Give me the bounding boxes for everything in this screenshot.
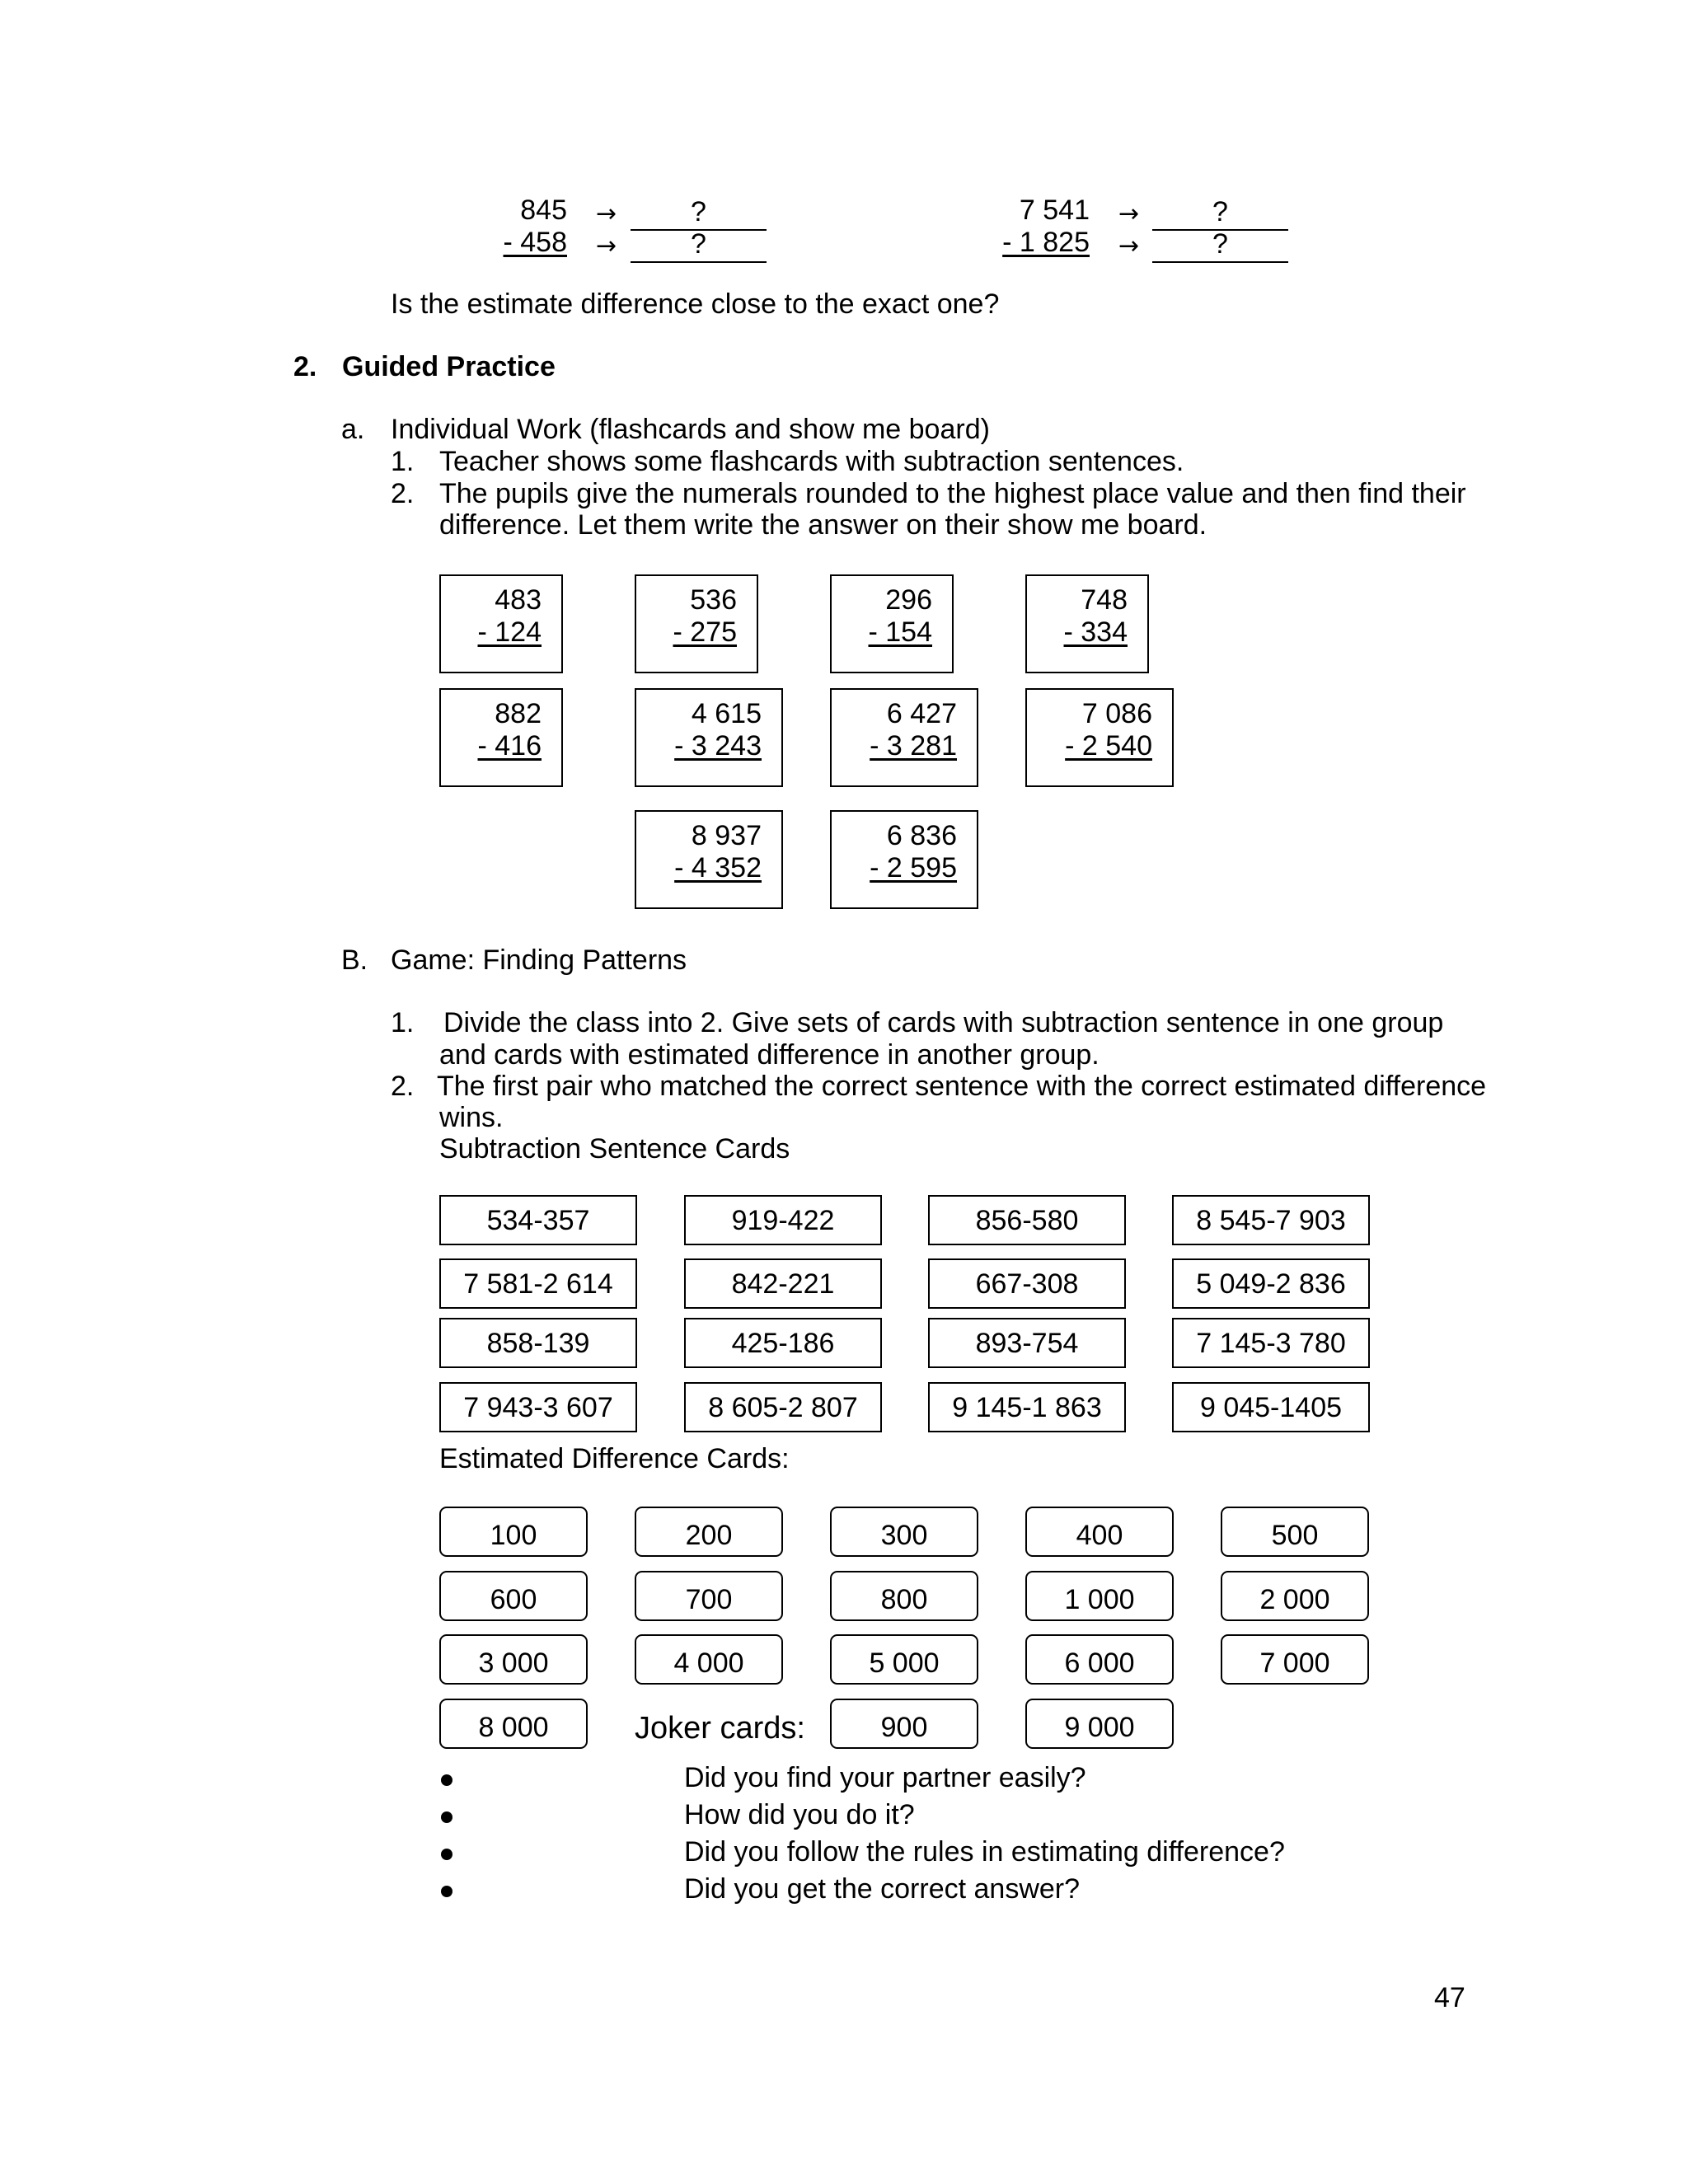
flashcard-top: 4 615 xyxy=(691,698,762,729)
estimate-card: 400 xyxy=(1025,1507,1174,1557)
sentence-card: 7 581-2 614 xyxy=(439,1258,637,1309)
step-text: and cards with estimated difference in another group. xyxy=(439,1039,1100,1071)
reflection-question: Did you find your partner easily? xyxy=(684,1762,1086,1793)
section-number: 2. xyxy=(293,351,317,382)
flashcard xyxy=(635,688,783,787)
step-number: 1. xyxy=(391,1007,415,1038)
bullet-icon xyxy=(441,1849,452,1860)
estimate-card: 700 xyxy=(635,1571,783,1621)
flashcard-bottom: - 124 xyxy=(477,616,542,648)
step-text: difference. Let them write the answer on their show me board. xyxy=(439,509,1207,541)
estimate-card: 6 000 xyxy=(1025,1634,1174,1685)
problem1-minuend: 845 xyxy=(520,194,567,226)
sentence-card: 9 145-1 863 xyxy=(928,1382,1126,1432)
estimate-card: 600 xyxy=(439,1571,588,1621)
answer-blank: ? xyxy=(1152,228,1288,263)
reflection-question: Did you get the correct answer? xyxy=(684,1873,1081,1905)
step-text: Teacher shows some flashcards with subtraction sentences. xyxy=(439,446,1184,477)
answer-blank: ? xyxy=(631,196,767,231)
flashcard-top: 7 086 xyxy=(1081,698,1152,729)
step-number: 1. xyxy=(391,446,415,477)
flashcard-bottom: - 334 xyxy=(1063,616,1128,648)
flashcard xyxy=(1025,688,1174,787)
sentence-card: 7 145-3 780 xyxy=(1172,1318,1370,1368)
step-text: The first pair who matched the correct sentence with the correct estimated difference xyxy=(437,1071,1487,1102)
sentence-card: 8 545-7 903 xyxy=(1172,1195,1370,1245)
sentence-card: 534-357 xyxy=(439,1195,637,1245)
flashcard-bottom: - 2 595 xyxy=(870,852,957,883)
subtraction-cards-label: Subtraction Sentence Cards xyxy=(439,1133,790,1165)
flashcard xyxy=(830,810,978,909)
flashcard-top: 882 xyxy=(495,698,542,729)
sentence-card: 842-221 xyxy=(684,1258,882,1309)
estimate-card: 300 xyxy=(830,1507,978,1557)
problem2-subtrahend: - 1 825 xyxy=(1002,227,1090,258)
sentence-card: 8 605-2 807 xyxy=(684,1382,882,1432)
problem1-subtrahend: - 458 xyxy=(503,227,567,258)
bullet-icon xyxy=(441,1811,452,1823)
sentence-card: 893-754 xyxy=(928,1318,1126,1368)
answer-blank: ? xyxy=(1152,196,1288,231)
step-text: wins. xyxy=(439,1102,504,1133)
flashcard-bottom: - 3 281 xyxy=(870,730,957,762)
estimated-cards-label: Estimated Difference Cards: xyxy=(439,1443,790,1474)
flashcard-bottom: - 4 352 xyxy=(674,852,762,883)
sentence-card: 5 049-2 836 xyxy=(1172,1258,1370,1309)
sentence-card: 9 045-1405 xyxy=(1172,1382,1370,1432)
bullet-icon xyxy=(441,1886,452,1897)
sentence-card: 856-580 xyxy=(928,1195,1126,1245)
estimate-card: 200 xyxy=(635,1507,783,1557)
estimate-card: 800 xyxy=(830,1571,978,1621)
estimate-card: 4 000 xyxy=(635,1634,783,1685)
flashcard-bottom: - 154 xyxy=(868,616,932,648)
estimate-card: 7 000 xyxy=(1221,1634,1369,1685)
flashcard xyxy=(439,688,563,787)
subsection-title: Individual Work (flashcards and show me board) xyxy=(391,414,990,445)
reflection-question: Did you follow the rules in estimating difference? xyxy=(684,1836,1285,1868)
sentence-card: 425-186 xyxy=(684,1318,882,1368)
flashcard-bottom: - 3 243 xyxy=(674,730,762,762)
arrow-icon: → xyxy=(596,199,617,228)
step-number: 2. xyxy=(391,1071,415,1102)
joker-card: 9 000 xyxy=(1025,1699,1174,1749)
subsection-letter: B. xyxy=(341,944,368,976)
sentence-card: 7 943-3 607 xyxy=(439,1382,637,1432)
estimate-question: Is the estimate difference close to the exact one? xyxy=(391,288,1000,320)
flashcard-top: 6 836 xyxy=(886,820,957,851)
flashcard xyxy=(1025,574,1149,673)
section-title: Guided Practice xyxy=(342,351,556,382)
flashcard xyxy=(830,688,978,787)
estimate-card: 8 000 xyxy=(439,1699,588,1749)
arrow-icon: → xyxy=(1118,232,1140,260)
subsection-title: Game: Finding Patterns xyxy=(391,944,687,976)
step-text: Divide the class into 2. Give sets of cards with subtraction sentence in one group xyxy=(443,1007,1444,1038)
estimate-card: 5 000 xyxy=(830,1634,978,1685)
flashcard xyxy=(635,574,758,673)
joker-card: 900 xyxy=(830,1699,978,1749)
flashcard-bottom: - 416 xyxy=(477,730,542,762)
flashcard-top: 536 xyxy=(690,584,737,616)
flashcard-top: 8 937 xyxy=(691,820,762,851)
flashcard xyxy=(635,810,783,909)
problem2-minuend: 7 541 xyxy=(1019,194,1090,226)
arrow-icon: → xyxy=(1118,199,1140,228)
estimate-card: 100 xyxy=(439,1507,588,1557)
flashcard xyxy=(830,574,954,673)
flashcard-top: 296 xyxy=(885,584,932,616)
flashcard xyxy=(439,574,563,673)
page-number: 47 xyxy=(1434,1982,1465,2013)
flashcard-top: 6 427 xyxy=(886,698,957,729)
flashcard-bottom: - 275 xyxy=(673,616,737,648)
step-number: 2. xyxy=(391,478,415,509)
flashcard-top: 483 xyxy=(495,584,542,616)
answer-blank: ? xyxy=(631,228,767,263)
estimate-card: 500 xyxy=(1221,1507,1369,1557)
sentence-card: 919-422 xyxy=(684,1195,882,1245)
bullet-icon xyxy=(441,1774,452,1786)
flashcard-bottom: - 2 540 xyxy=(1065,730,1152,762)
estimate-card: 1 000 xyxy=(1025,1571,1174,1621)
subsection-letter: a. xyxy=(341,414,365,445)
sentence-card: 667-308 xyxy=(928,1258,1126,1309)
arrow-icon: → xyxy=(596,232,617,260)
estimate-card: 3 000 xyxy=(439,1634,588,1685)
estimate-card: 2 000 xyxy=(1221,1571,1369,1621)
joker-cards-label: Joker cards: xyxy=(635,1711,805,1746)
sentence-card: 858-139 xyxy=(439,1318,637,1368)
flashcard-top: 748 xyxy=(1081,584,1128,616)
reflection-question: How did you do it? xyxy=(684,1799,915,1830)
step-text: The pupils give the numerals rounded to the highest place value and then find their xyxy=(439,478,1466,509)
